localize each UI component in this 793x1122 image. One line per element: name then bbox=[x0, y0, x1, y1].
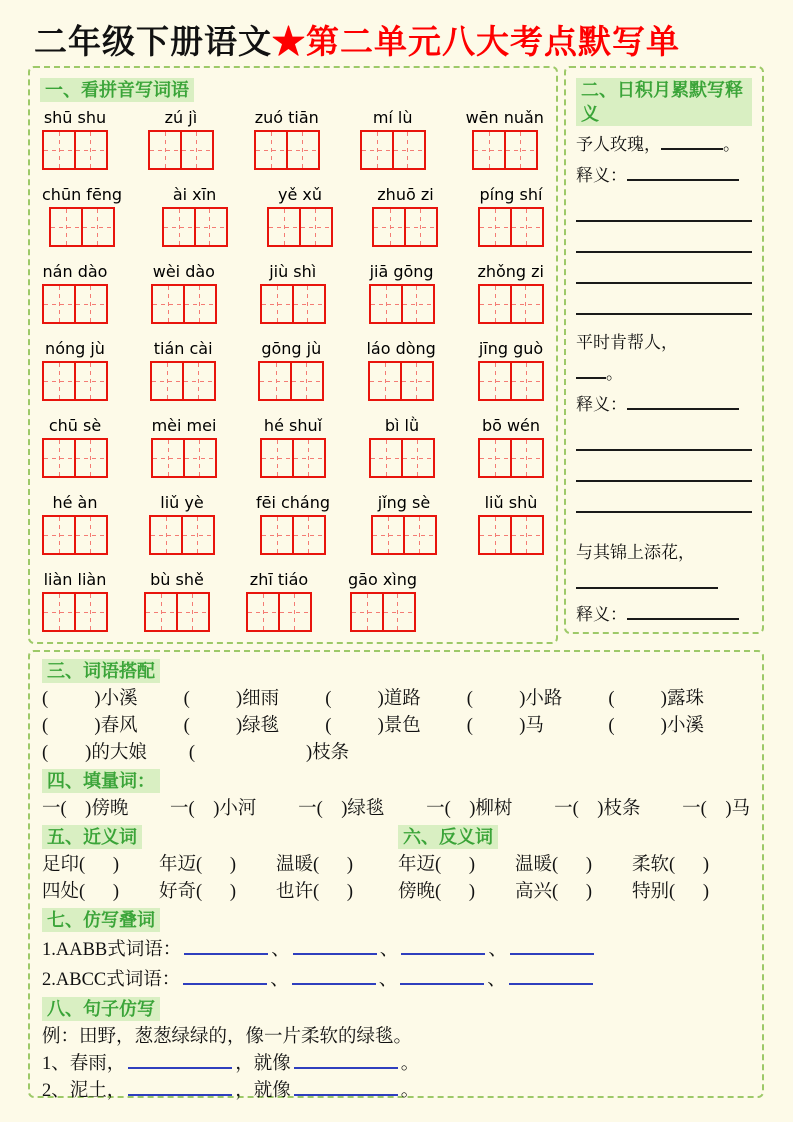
measure-item[interactable]: 一( )傍晚 bbox=[42, 799, 129, 819]
antonym-row bbox=[398, 852, 750, 879]
pinyin-text: láo dòng bbox=[366, 339, 436, 358]
shiyi-label: 释义： bbox=[576, 605, 627, 624]
antonym-item[interactable]: 柔软( ) bbox=[631, 855, 710, 875]
separator: 、 bbox=[378, 970, 398, 990]
antonyms-column bbox=[398, 823, 750, 906]
memorize-answer-line bbox=[576, 568, 752, 599]
writing-grid[interactable] bbox=[42, 515, 108, 555]
writing-grid[interactable] bbox=[151, 438, 217, 478]
answer-blank[interactable] bbox=[292, 970, 376, 985]
match-item[interactable]: ( )小溪 bbox=[608, 716, 704, 736]
memorize-prompt bbox=[576, 129, 752, 160]
answer-blank[interactable] bbox=[576, 574, 718, 589]
prompt-text: 平时肯帮人， bbox=[576, 333, 678, 352]
pinyin-text: jīng guò bbox=[478, 339, 544, 358]
antonym-row bbox=[398, 879, 750, 906]
sentence-line bbox=[42, 1078, 750, 1105]
writing-grid[interactable] bbox=[372, 207, 438, 247]
answer-blank[interactable] bbox=[509, 970, 593, 985]
match-item[interactable]: ( )露珠 bbox=[608, 689, 704, 709]
answer-blank[interactable] bbox=[627, 605, 739, 620]
pinyin-word bbox=[42, 338, 108, 401]
writing-line[interactable] bbox=[576, 284, 752, 315]
writing-line[interactable] bbox=[576, 253, 752, 284]
pinyin-text: zú jì bbox=[164, 108, 198, 127]
title-suffix: 第二单元八大考点默写单 bbox=[306, 25, 680, 61]
writing-grid[interactable] bbox=[369, 438, 435, 478]
measure-item[interactable]: 一( )柳树 bbox=[426, 799, 513, 819]
writing-grid[interactable] bbox=[254, 130, 320, 170]
shiyi-line bbox=[576, 389, 752, 420]
writing-line[interactable] bbox=[576, 451, 752, 482]
pinyin-word bbox=[267, 184, 333, 247]
synonym-item[interactable]: 足印( ) bbox=[42, 855, 120, 875]
pinyin-word bbox=[162, 184, 228, 247]
writing-grid[interactable] bbox=[42, 130, 108, 170]
synonyms-column bbox=[42, 823, 398, 906]
pinyin-word bbox=[477, 261, 544, 324]
answer-blank[interactable] bbox=[128, 1081, 232, 1096]
synonym-item[interactable]: 好奇( ) bbox=[159, 882, 237, 902]
pinyin-text: bù shě bbox=[150, 570, 204, 589]
pinyin-row bbox=[42, 492, 544, 555]
writing-grid[interactable] bbox=[149, 515, 215, 555]
sentence-text: ，就像 bbox=[235, 1081, 291, 1101]
pinyin-word bbox=[478, 415, 544, 478]
pinyin-text: fēi cháng bbox=[255, 493, 331, 512]
answer-blank[interactable] bbox=[294, 1081, 398, 1096]
pinyin-word bbox=[478, 338, 544, 401]
match-item[interactable]: ( )景色 bbox=[325, 716, 421, 736]
pinyin-text: yě xǔ bbox=[278, 185, 323, 204]
writing-grid[interactable] bbox=[260, 284, 326, 324]
answer-blank[interactable] bbox=[401, 940, 485, 955]
separator: 、 bbox=[488, 940, 507, 960]
writing-grid[interactable] bbox=[162, 207, 228, 247]
pinyin-word bbox=[42, 107, 108, 170]
section-header-memorize: 二、日积月累默写释义 bbox=[576, 78, 752, 126]
pinyin-text: gāo xìng bbox=[348, 570, 418, 589]
sentence-text: 1、春雨， bbox=[42, 1054, 126, 1074]
pinyin-section bbox=[28, 66, 558, 644]
writing-grid[interactable] bbox=[260, 515, 326, 555]
match-item[interactable]: ( )小溪 bbox=[42, 689, 138, 709]
answer-blank[interactable] bbox=[661, 135, 723, 150]
pinyin-word bbox=[144, 569, 210, 632]
answer-blank[interactable] bbox=[128, 1054, 232, 1069]
pinyin-word bbox=[42, 492, 108, 555]
pinyin-word bbox=[246, 569, 312, 632]
title-prefix: 二年级下册语文 bbox=[34, 25, 272, 61]
pinyin-text: hé shuǐ bbox=[263, 416, 323, 435]
writing-grid[interactable] bbox=[42, 592, 108, 632]
writing-grid[interactable] bbox=[150, 361, 216, 401]
reduplication-line bbox=[42, 965, 750, 995]
pinyin-text: ài xīn bbox=[172, 185, 217, 204]
match-item[interactable]: ( )春风 bbox=[42, 716, 138, 736]
pinyin-word bbox=[151, 261, 217, 324]
separator: 、 bbox=[271, 940, 290, 960]
match-item[interactable]: ( )马 bbox=[466, 716, 544, 736]
match-item[interactable]: ( )的大娘 bbox=[42, 743, 147, 763]
antonym-item[interactable]: 温暖( ) bbox=[514, 855, 593, 875]
antonym-item[interactable]: 年迈( ) bbox=[397, 855, 476, 875]
pinyin-text: mèi mei bbox=[151, 416, 217, 435]
prompt-punct: 。 bbox=[606, 364, 623, 383]
pinyin-word bbox=[478, 184, 544, 247]
pinyin-word bbox=[256, 492, 330, 555]
synonym-item[interactable]: 也许( ) bbox=[276, 882, 354, 902]
prompt-text: 予人玫瑰， bbox=[576, 135, 661, 154]
section-header-synonyms: 五、近义词 bbox=[42, 825, 142, 849]
writing-grid[interactable] bbox=[42, 284, 108, 324]
writing-grid[interactable] bbox=[478, 361, 544, 401]
pinyin-word bbox=[260, 261, 326, 324]
star-icon: ★ bbox=[272, 25, 306, 61]
writing-grid[interactable] bbox=[472, 130, 538, 170]
pinyin-word bbox=[151, 415, 217, 478]
writing-line[interactable] bbox=[576, 222, 752, 253]
pinyin-word bbox=[348, 569, 417, 632]
writing-grid[interactable] bbox=[49, 207, 115, 247]
match-row bbox=[42, 713, 750, 740]
antonym-item[interactable]: 特别( ) bbox=[631, 882, 710, 902]
writing-grid[interactable] bbox=[151, 284, 217, 324]
measure-row bbox=[42, 796, 750, 823]
synonym-item[interactable]: 四处( ) bbox=[42, 882, 120, 902]
pinyin-word bbox=[369, 261, 435, 324]
match-item[interactable]: ( )道路 bbox=[325, 689, 421, 709]
pinyin-word bbox=[260, 415, 326, 478]
section-header-pinyin: 一、看拼音写词语 bbox=[40, 78, 194, 102]
pinyin-text: bō wén bbox=[481, 416, 541, 435]
writing-grid[interactable] bbox=[371, 515, 437, 555]
pinyin-word bbox=[150, 338, 216, 401]
answer-blank[interactable] bbox=[400, 970, 484, 985]
pinyin-row bbox=[42, 569, 544, 632]
pinyin-text: píng shí bbox=[479, 185, 543, 204]
writing-grid[interactable] bbox=[246, 592, 312, 632]
memorize-prompt bbox=[576, 537, 752, 568]
synonym-item[interactable]: 温暖( ) bbox=[276, 855, 354, 875]
pinyin-text: chū sè bbox=[48, 416, 102, 435]
answer-blank[interactable] bbox=[183, 970, 267, 985]
answer-blank[interactable] bbox=[627, 395, 739, 410]
pinyin-text: tián cài bbox=[153, 339, 213, 358]
memorize-answer-line bbox=[576, 358, 752, 389]
writing-grid[interactable] bbox=[478, 515, 544, 555]
section-header-sentence: 八、句子仿写 bbox=[42, 997, 160, 1021]
writing-grid[interactable] bbox=[369, 284, 435, 324]
pinyin-text: zhuō zi bbox=[377, 185, 434, 204]
writing-line[interactable] bbox=[576, 420, 752, 451]
answer-blank[interactable] bbox=[293, 940, 377, 955]
antonym-item[interactable]: 高兴( ) bbox=[514, 882, 593, 902]
sentence-example: 例：田野，葱葱绿绿的，像一片柔软的绿毯。 bbox=[42, 1027, 413, 1047]
answer-blank[interactable] bbox=[184, 940, 268, 955]
pinyin-text: wèi dào bbox=[152, 262, 215, 281]
pinyin-row bbox=[42, 415, 544, 478]
pinyin-word bbox=[360, 107, 426, 170]
writing-grid[interactable] bbox=[260, 438, 326, 478]
pinyin-text: gōng jù bbox=[261, 339, 322, 358]
match-item[interactable]: ( )枝条 bbox=[188, 743, 350, 763]
measure-item[interactable]: 一( )小河 bbox=[170, 799, 257, 819]
pinyin-text: bì lǜ bbox=[384, 416, 420, 435]
sentence-text: ，就像 bbox=[235, 1054, 291, 1074]
match-row bbox=[42, 740, 750, 767]
pinyin-word bbox=[478, 492, 544, 555]
separator: 、 bbox=[487, 970, 506, 990]
match-item[interactable]: ( )绿毯 bbox=[183, 716, 280, 736]
pinyin-text: liǔ shù bbox=[484, 493, 538, 512]
pinyin-word bbox=[369, 415, 435, 478]
pinyin-text: zhī tiáo bbox=[249, 570, 309, 589]
pinyin-text: chūn fēng bbox=[42, 185, 123, 204]
section-header-match: 三、词语搭配 bbox=[42, 659, 160, 683]
answer-blank[interactable] bbox=[627, 166, 739, 181]
synonym-row bbox=[42, 879, 398, 906]
writing-grid[interactable] bbox=[42, 361, 108, 401]
prompt-text: 与其锦上添花， bbox=[576, 543, 695, 562]
page-title bbox=[34, 16, 680, 63]
separator: 、 bbox=[379, 940, 399, 960]
writing-grid[interactable] bbox=[258, 361, 324, 401]
pinyin-word bbox=[258, 338, 324, 401]
writing-line[interactable] bbox=[576, 482, 752, 513]
pinyin-word bbox=[254, 107, 320, 170]
writing-grid[interactable] bbox=[360, 130, 426, 170]
synonym-row bbox=[42, 852, 398, 879]
writing-grid[interactable] bbox=[267, 207, 333, 247]
reduplication-label: 2.ABCC式词语： bbox=[42, 970, 181, 990]
pinyin-word bbox=[149, 492, 215, 555]
pinyin-row bbox=[42, 184, 544, 247]
pinyin-text: nán dào bbox=[42, 262, 108, 281]
measure-item[interactable]: 一( )马 bbox=[682, 799, 750, 819]
prompt-punct: 。 bbox=[723, 135, 740, 154]
shiyi-line bbox=[576, 160, 752, 191]
sentence-line bbox=[42, 1051, 750, 1078]
writing-line[interactable] bbox=[576, 191, 752, 222]
match-item[interactable]: ( )小路 bbox=[466, 689, 563, 709]
shiyi-label: 释义： bbox=[576, 395, 627, 414]
sentence-text: 。 bbox=[400, 1081, 420, 1101]
pinyin-word bbox=[42, 184, 122, 247]
writing-grid[interactable] bbox=[144, 592, 210, 632]
pinyin-text: zhǒng zi bbox=[477, 262, 544, 281]
pinyin-word bbox=[148, 107, 214, 170]
pinyin-text: jiù shì bbox=[269, 262, 317, 281]
section-header-reduplication: 七、仿写叠词 bbox=[42, 908, 160, 932]
pinyin-text: liǔ yè bbox=[160, 493, 204, 512]
sentence-text: 2、泥土， bbox=[42, 1081, 126, 1101]
writing-grid[interactable] bbox=[148, 130, 214, 170]
writing-grid[interactable] bbox=[478, 284, 544, 324]
shiyi-label: 释义： bbox=[576, 166, 627, 185]
reduplication-label: 1.AABB式词语： bbox=[42, 940, 182, 960]
pinyin-word bbox=[366, 338, 435, 401]
pinyin-row bbox=[42, 338, 544, 401]
sentence-text: 。 bbox=[400, 1054, 420, 1074]
pinyin-word bbox=[42, 415, 108, 478]
pinyin-text: jiā gōng bbox=[369, 262, 434, 281]
pinyin-text: liàn liàn bbox=[43, 570, 107, 589]
pinyin-text: mí lù bbox=[372, 108, 413, 127]
synonym-antonym-block bbox=[42, 823, 750, 906]
pinyin-word bbox=[42, 569, 108, 632]
writing-grid[interactable] bbox=[478, 438, 544, 478]
match-item[interactable]: ( )细雨 bbox=[183, 689, 280, 709]
memorize-section bbox=[564, 66, 764, 634]
bottom-sections bbox=[28, 650, 764, 1101]
section-header-measure: 四、填量词： bbox=[42, 769, 160, 793]
pinyin-text: shū shu bbox=[43, 108, 107, 127]
pinyin-word bbox=[372, 184, 438, 247]
shiyi-line bbox=[576, 599, 752, 630]
measure-item[interactable]: 一( )绿毯 bbox=[298, 799, 385, 819]
measure-item[interactable]: 一( )枝条 bbox=[554, 799, 641, 819]
match-row bbox=[42, 686, 750, 713]
answer-blank[interactable] bbox=[576, 364, 606, 379]
section-header-antonyms: 六、反义词 bbox=[398, 825, 498, 849]
antonym-item[interactable]: 傍晚( ) bbox=[397, 882, 476, 902]
answer-blank[interactable] bbox=[294, 1054, 398, 1069]
answer-blank[interactable] bbox=[510, 940, 594, 955]
pinyin-text: hé àn bbox=[52, 493, 98, 512]
synonym-item[interactable]: 年迈( ) bbox=[159, 855, 237, 875]
pinyin-row bbox=[42, 107, 544, 170]
separator: 、 bbox=[270, 970, 289, 990]
writing-grid[interactable] bbox=[368, 361, 434, 401]
writing-grid[interactable] bbox=[350, 592, 416, 632]
pinyin-word bbox=[42, 261, 108, 324]
pinyin-text: nóng jù bbox=[45, 339, 105, 358]
pinyin-word bbox=[466, 107, 544, 170]
pinyin-text: wēn nuǎn bbox=[465, 108, 544, 127]
writing-grid[interactable] bbox=[478, 207, 544, 247]
pinyin-row bbox=[42, 261, 544, 324]
reduplication-line bbox=[42, 935, 750, 965]
writing-grid[interactable] bbox=[42, 438, 108, 478]
pinyin-text: zuó tiān bbox=[254, 108, 319, 127]
pinyin-word bbox=[371, 492, 437, 555]
pinyin-text: jǐng sè bbox=[377, 493, 431, 512]
memorize-prompt bbox=[576, 327, 752, 358]
